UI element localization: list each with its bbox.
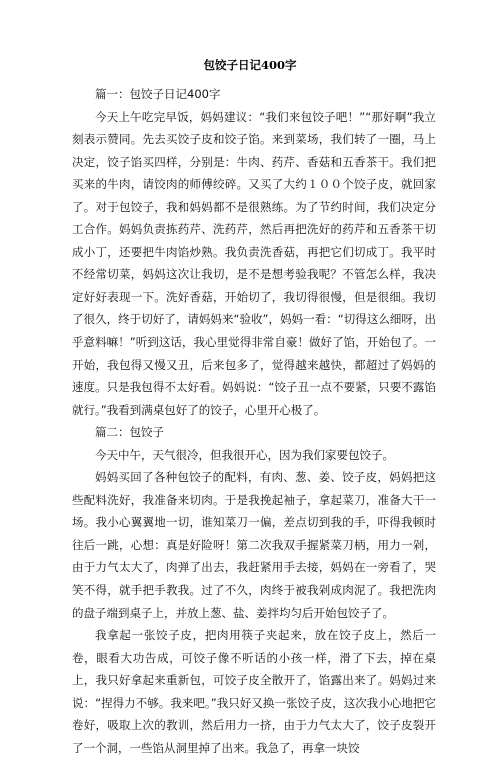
section-heading-1: 篇一：包饺子日记400字 — [95, 87, 221, 101]
paragraph-2: 今天中午，天气很冷，但我很开心，因为我们家要包饺子。 — [95, 447, 394, 462]
paragraph-1: 今天上午吃完早饭，妈妈建议：“我们来包饺子吧！”“那好啊”我立刻表示赞同。先去买饺子皮和饺子馅。来到菜场，我们转了一圈，马上决定，饺子馅买四样，分别是：牛肉、药芹、香菇和五香茶干。我们把买来的牛肉，请饺肉的师傅绞碎。又买了大约１００个饺子皮，就回家了。对于包饺子，我和妈妈都不是很熟练。为了节约时间，我们决定分工合作。妈妈负责拣药芹、洗药芹，然后再把洗好的药芹和五香茶干切成小丁，还要把牛肉馅炒熟。我负责洗香菇，再把它们切成丁。我平时不经常切菜，妈妈这次让我切，是不是想考验我呢？不管怎么样，我决定好好表现一下。洗好香菇，开始切了，我切得很慢，但是很细。我切了很久，终于切好了，请妈妈来“验收”，妈妈一看：“切得这么细呀，出乎意料嘛！”听到这话，我心里觉得非常自豪！做好了馅，开始包了。一开始，我包得又慢又丑，后来包多了，觉得越来越快，都超过了妈妈的速度。只是我包得不太好看。妈妈说：“饺子丑一点不要紧，只要不露馅就行。”我看到满桌包好了的饺子，心里开心极了。 — [72, 109, 436, 417]
section-heading-2: 篇二：包饺子 — [95, 425, 164, 440]
document-title: 包饺子日记400字 — [203, 58, 297, 72]
paragraph-4: 我拿起一张饺子皮，把肉用筷子夹起来，放在饺子皮上，然后一卷，眼看大功告成，可饺子像不听话的小孩一样，滑了下去，掉在桌上，我只好拿起来重新包，可饺子皮全散开了，馅露出来了。妈妈过来说：“捏得力不够。我来吧。”我只好又换一张饺子皮，这次我小心地把它卷好，吸取上次的教训，然后用力一挤，由于力气太大了，饺子皮裂开了一个洞，一些馅从洞里掉了出来。我急了，再拿一块饺 — [72, 628, 436, 755]
document-body — [72, 83, 436, 759]
paragraph-3: 妈妈买回了各种包饺子的配料，有肉、葱、姜、饺子皮，妈妈把这些配料洗好，我准备来切肉。于是我挽起袖子，拿起菜刀，准备大干一场。我小心翼翼地一切，谁知菜刀一偏，差点切到我的手，吓得我顿时往后一跳，心想：真是好险呀！第二次我双手握紧菜刀柄，用力一剁，由于力气太大了，肉弹了出去，我赶紧用手去接，妈妈在一旁看了，哭笑不得，就手把手教我。过了不久，肉终于被我剁成肉泥了。我把洗肉的盘子端到桌子上，并放上葱、盐、姜拌均匀后开始包饺子了。 — [72, 470, 436, 620]
